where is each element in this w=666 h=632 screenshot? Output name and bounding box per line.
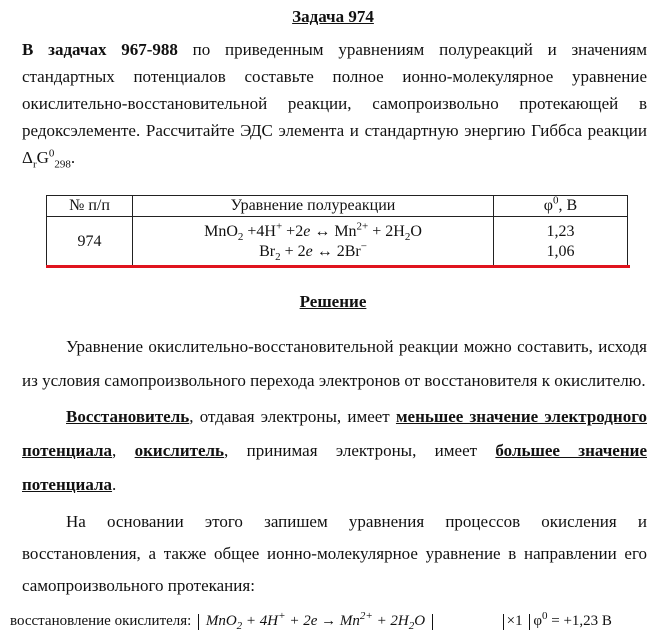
row-equations xyxy=(133,217,494,267)
paragraph-3: На основании этого запишем уравнения процессов окисления и восстановления, а также общее ионно-молекулярное уравнение в направлении его самопроизвольного протекания: xyxy=(22,512,647,595)
paragraph-2: Восстановитель, отдавая электроны, имеет меньшее значение электродного потенциала, окислитель, принимая электроны, имеет большее значение потенциала. xyxy=(22,407,647,494)
row-potentials xyxy=(494,217,628,267)
equation-br2: $Br_2 + 2e$ ↔ 2Br− xyxy=(259,240,367,263)
reduction-label: восстановление окислителя: xyxy=(10,613,192,629)
bracket-mid xyxy=(432,614,433,630)
term-higher-potential: большее значение потенциала xyxy=(22,441,647,494)
reduction-line xyxy=(10,610,660,632)
term-lower-potential: меньшее значение электродного потенциала xyxy=(22,407,647,460)
gibbs-symbol: $\Delta_rG^0_{298}$. xyxy=(22,147,76,171)
col-equation-header: Уравнение полуреакции xyxy=(133,196,494,217)
bracket-phi xyxy=(529,614,530,630)
paragraph-1: Уравнение окислительно-восстановительной реакции можно составить, исходя из условия самопроизвольного перехода электронов от восстановителя к окислителю. xyxy=(22,337,647,390)
multiplier: ×1 xyxy=(506,613,523,629)
equation-mno2: MnO$_2$ +4H+ +2e ↔ $Mn^{2+} + 2H_2O$ xyxy=(204,220,422,243)
row-number: 974 xyxy=(47,217,133,267)
potential-value: $\varphi^0 = +1,23$ В xyxy=(533,610,612,629)
term-reducer: Восстановитель xyxy=(66,407,190,426)
term-oxidizer: окислитель xyxy=(134,441,225,460)
potential-br2: 1,06 xyxy=(546,242,575,260)
bracket-mult xyxy=(503,614,504,630)
task-text: по приведенным уравнениям полуреакций и значениям стандартных потенциалов составьте полное ионно-молекулярное уравнение окислительно-восстановительной реакции, самопроизвольно протекающей в редоксэлементе. Рассчитайте ЭДС элемента и стандартную энергию Гиббса реакции xyxy=(22,40,647,140)
half-reaction-table xyxy=(46,195,628,267)
table-row xyxy=(47,217,628,267)
col-potential-header: $\varphi^0$, В xyxy=(494,196,628,217)
potential-mno2: 1,23 xyxy=(546,222,575,240)
reduction-equation: $MnO_2 + 4H^+ + 2e \to Mn^{2+} + 2H_2O$ xyxy=(205,610,426,632)
table-header-row xyxy=(47,196,628,217)
task-statement xyxy=(22,36,647,171)
task-range: В задачах 967-988 xyxy=(22,40,178,59)
col-number-header: № п/п xyxy=(47,196,133,217)
red-underline xyxy=(46,265,630,268)
solution-title: Решение xyxy=(299,292,367,311)
bracket-left xyxy=(198,614,199,630)
task-title: Задача 974 xyxy=(292,7,374,26)
